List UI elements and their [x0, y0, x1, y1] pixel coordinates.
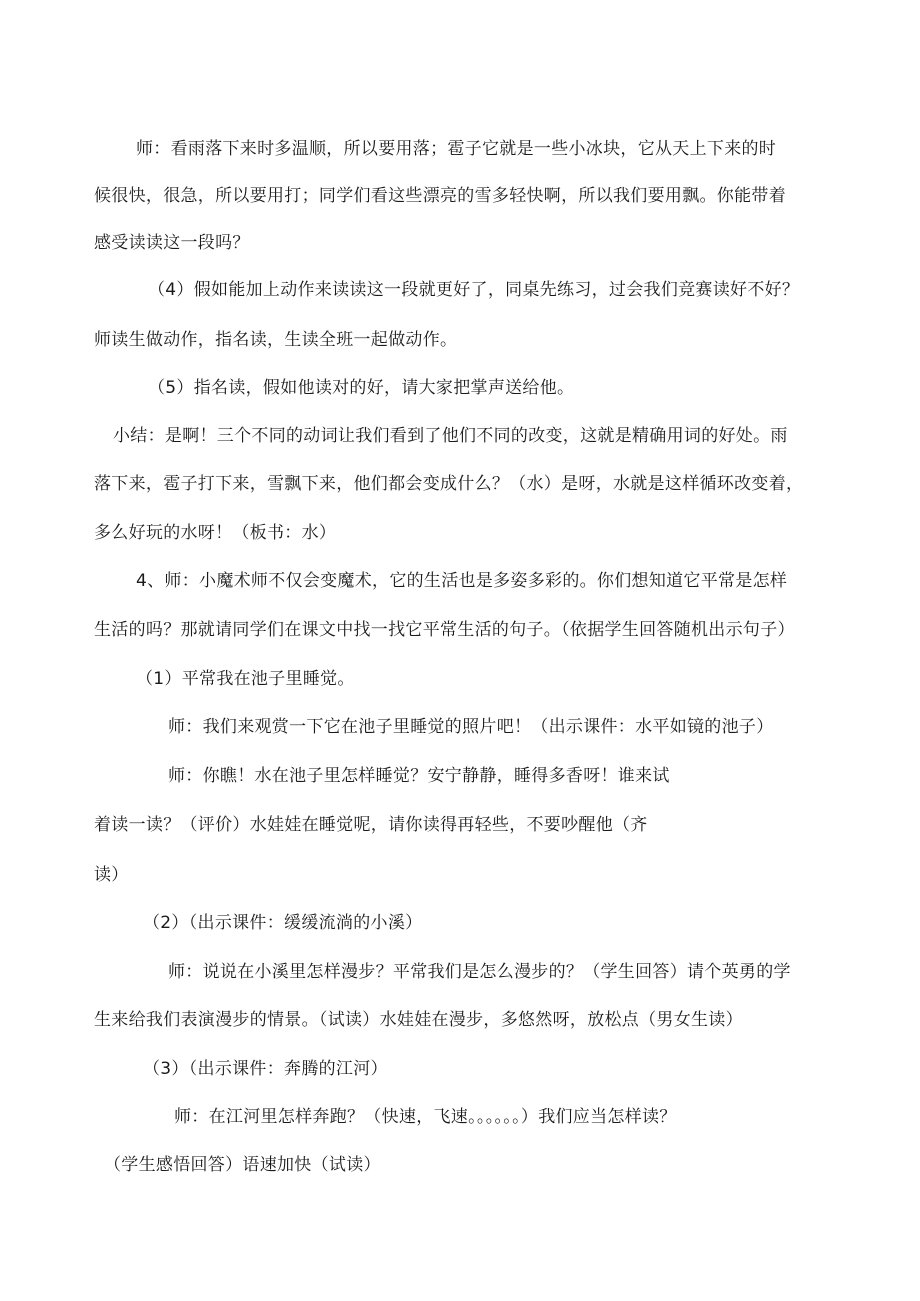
text-line: （5）指名读，假如他读对的好，请大家把掌声送给他。 [148, 378, 575, 398]
text-line: 感受读读这一段吗？ [94, 233, 250, 253]
text-line: 师：你瞧！水在池子里怎样睡觉？安宁静静，睡得多香呀！谁来试 [168, 766, 670, 786]
text-line: 着读一读？（评价）水娃娃在睡觉呢，请你读得再轻些，不要吵醒他（齐 [94, 815, 648, 835]
text-line: 读） [94, 865, 129, 885]
text-line: （4）假如能加上动作来读读这一段就更好了，同桌先练习，过会我们竞赛读好不好？ [148, 280, 800, 300]
text-line: 师读生做动作，指名读，生读全班一起做动作。 [94, 330, 458, 350]
text-line: （3）（出示课件：奔腾的江河） [143, 1059, 388, 1079]
text-line: 师：看雨落下来时多温顺，所以要用落；雹子它就是一些小冰块，它从天上下来的时 [136, 139, 777, 159]
text-line: 生来给我们表演漫步的情景。（试读）水娃娃在漫步，多悠然呀，放松点（男女生读） [94, 1010, 743, 1030]
text-line: （2）（出示课件：缓缓流淌的小溪） [143, 913, 423, 933]
text-line: （学生感悟回答）语速加快（试读） [104, 1155, 381, 1175]
text-line: 候很快，很急，所以要用打；同学们看这些漂亮的雪多轻快啊，所以我们要用飘。你能带着 [94, 186, 786, 206]
text-line: 生活的吗？那就请同学们在课文中找一找它平常生活的句子。（依据学生回答随机出示句子） [94, 620, 795, 640]
text-line: 4、师：小魔术师不仅会变魔术，它的生活也是多姿多彩的。你们想知道它平常是怎样 [136, 571, 788, 591]
text-line: 多么好玩的水呀！（板书：水） [94, 523, 337, 543]
text-line: 师：我们来观赏一下它在池子里睡觉的照片吧！（出示课件：水平如镜的池子） [168, 717, 774, 737]
text-line: 落下来，雹子打下来，雪飘下来，他们都会变成什么？（水）是呀，水就是这样循环改变着， [94, 474, 804, 494]
text-line: 师：在江河里怎样奔跑？（快速，飞速。。。。。。）我们应当怎样读？ [174, 1107, 677, 1127]
text-line: 师：说说在小溪里怎样漫步？平常我们是怎么漫步的？（学生回答）请个英勇的学 [168, 962, 791, 982]
text-line: （1）平常我在池子里睡觉。 [136, 669, 355, 689]
text-line: 小结：是啊！三个不同的动词让我们看到了他们不同的改变，这就是精确用词的好处。雨 [113, 426, 788, 446]
